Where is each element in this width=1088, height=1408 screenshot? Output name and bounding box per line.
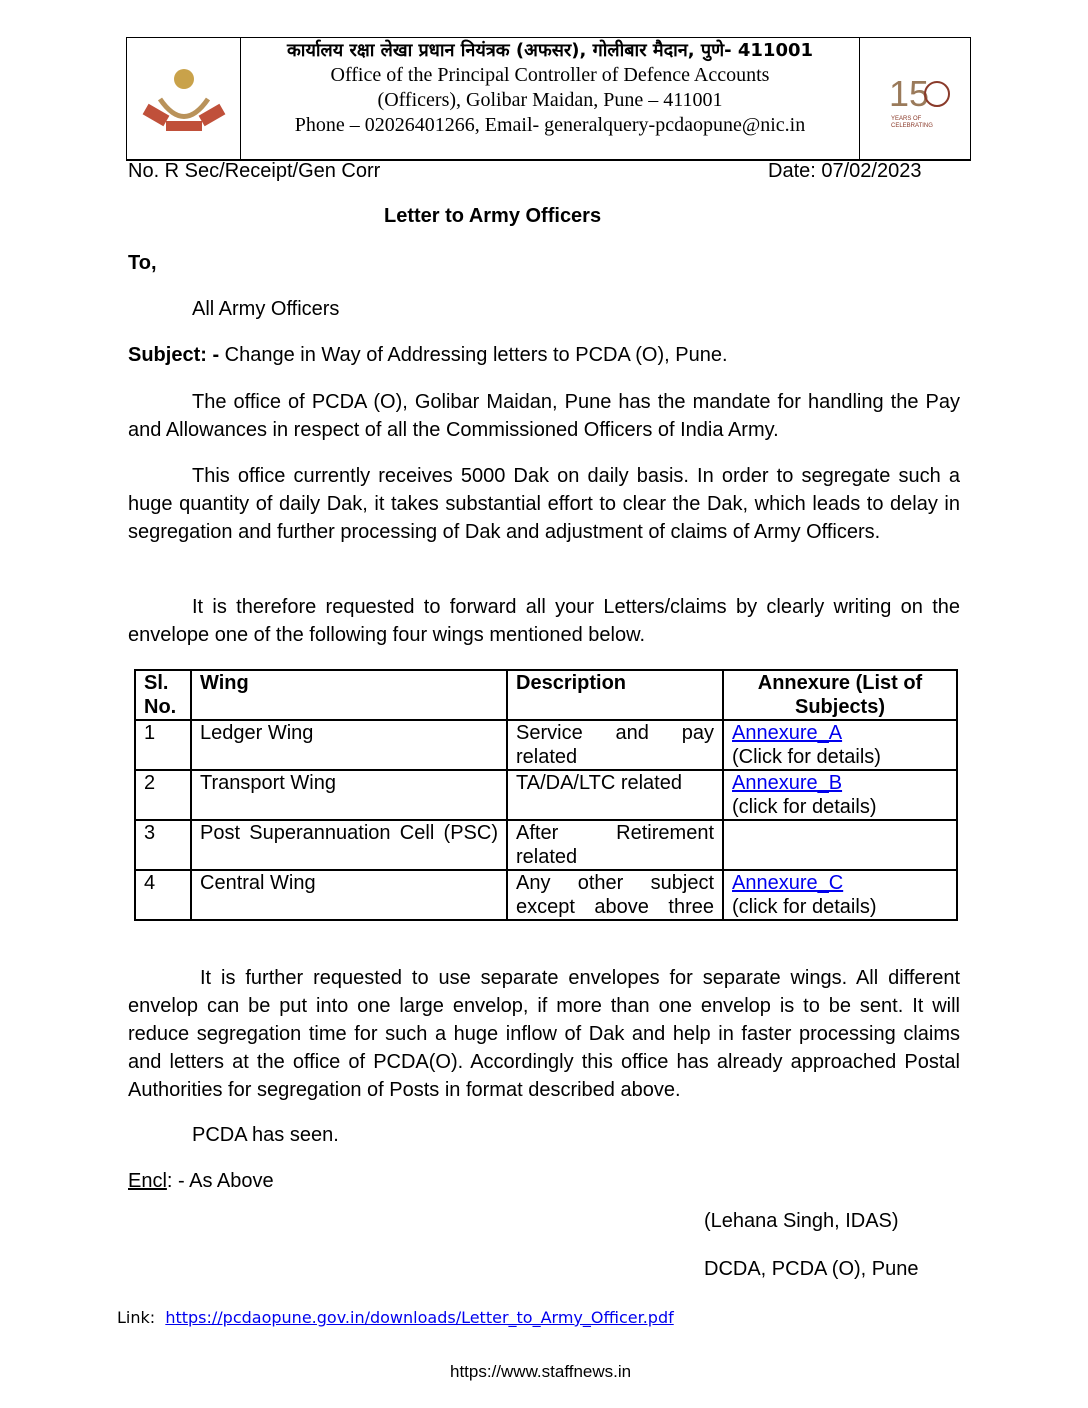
row-description: Any other subject except above three [507, 870, 723, 920]
row-description: TA/DA/LTC related [507, 770, 723, 820]
footer-url: https://www.staffnews.in [450, 1362, 632, 1381]
table-row [135, 770, 957, 820]
signatory-name: (Lehana Singh, IDAS) [704, 1210, 899, 1232]
row-note: (click for details) [732, 796, 877, 818]
enclosure-label: Encl [128, 1170, 167, 1192]
annexure-b-link[interactable]: Annexure_B [732, 772, 843, 794]
row-wing: Transport Wing [191, 770, 507, 820]
row-description: Service and pay related [507, 720, 723, 770]
letter-date: Date: 07/02/2023 [768, 160, 922, 182]
paragraph-2: This office currently receives 5000 Dak on daily basis. In order to segregate such a huge quantity of daily Dak, it takes substantial effort to clear the Dak, which leads to delay in segregation and further processing of Dak and adjustment of claims of Army Officers. [128, 465, 960, 543]
source-link [117, 1308, 674, 1327]
defence-accounts-emblem [127, 38, 241, 159]
paragraph-3: It is therefore requested to forward all your Letters/claims by clearly writing on the envelope one of the following four wings mentioned below. [128, 596, 960, 646]
header-wing: Wing [191, 670, 507, 720]
wings-table [134, 669, 958, 921]
annexure-a-link[interactable]: Annexure_A [732, 722, 843, 744]
table-row [135, 820, 957, 870]
row-no: 4 [135, 870, 191, 920]
row-note: (Click for details) [732, 746, 881, 768]
row-description: After Retirement related [507, 820, 723, 870]
row-note: (click for details) [732, 896, 877, 918]
row-wing: Post Superannuation Cell (PSC) [191, 820, 507, 870]
header-annexure: Annexure (List of Subjects) [723, 670, 957, 720]
gandhi-150-logo [860, 38, 970, 159]
addressee: All Army Officers [192, 298, 340, 320]
reference-number: No. R Sec/Receipt/Gen Corr [128, 160, 381, 182]
row-no: 2 [135, 770, 191, 820]
header-line1: Office of the Principal Controller of Defence Accounts [330, 64, 770, 86]
header-description: Description [507, 670, 723, 720]
header-line2: (Officers), Golibar Maidan, Pune – 411001 [377, 89, 723, 111]
letterhead [126, 37, 971, 161]
row-wing: Ledger Wing [191, 720, 507, 770]
row-annexure-empty [723, 820, 957, 870]
subject-label: Subject: - [128, 344, 220, 366]
svg-text:CELEBRATING: CELEBRATING [891, 122, 933, 129]
annexure-c-link[interactable]: Annexure_C [732, 872, 844, 894]
row-no: 3 [135, 820, 191, 870]
table-row [135, 870, 957, 920]
svg-text:YEARS OF: YEARS OF [891, 115, 922, 122]
link-label: Link: [117, 1308, 156, 1327]
signatory-designation: DCDA, PCDA (O), Pune [704, 1258, 919, 1280]
paragraph-5: PCDA has seen. [192, 1124, 339, 1146]
source-pdf-link[interactable]: https://pcdaopune.gov.in/downloads/Letter_to_Army_Officer.pdf [165, 1308, 674, 1327]
enclosure-text: : - As Above [166, 1170, 274, 1192]
row-no: 1 [135, 720, 191, 770]
salutation-to: To, [128, 252, 157, 274]
row-wing: Central Wing [191, 870, 507, 920]
svg-text:15: 15 [889, 72, 930, 114]
enclosure [128, 1170, 274, 1193]
header-hindi: कार्यालय रक्षा लेखा प्रधान नियंत्रक (अफसर), गोलीबार मैदान, पुणे- 411001 [286, 40, 814, 61]
table-header-row [135, 670, 957, 720]
paragraph-1: The office of PCDA (O), Golibar Maidan, Pune has the mandate for handling the Pay and Allowances in respect of all the Commissioned Officers of India Army. [128, 391, 960, 441]
header-line3: Phone – 02026401266, Email- generalquery-pcdaopune@nic.in [294, 114, 806, 136]
subject-text: Change in Way of Addressing letters to PCDA (O), Pune. [219, 344, 728, 366]
letter-title: Letter to Army Officers [384, 205, 602, 227]
subject-line [128, 344, 728, 367]
table-row [135, 720, 957, 770]
paragraph-4: It is further requested to use separate envelopes for separate wings. All different envelop can be put into one large envelop, if more than one envelop is to be sent. It will reduce segregation time for such a huge inflow of Dak and help in faster processing claims and letters at the office of PCDA(O). Accordingly this office has already approached Postal Authorities for segregation of Posts in format described above. [128, 967, 960, 1101]
header-sl-no: Sl. No. [135, 670, 191, 720]
